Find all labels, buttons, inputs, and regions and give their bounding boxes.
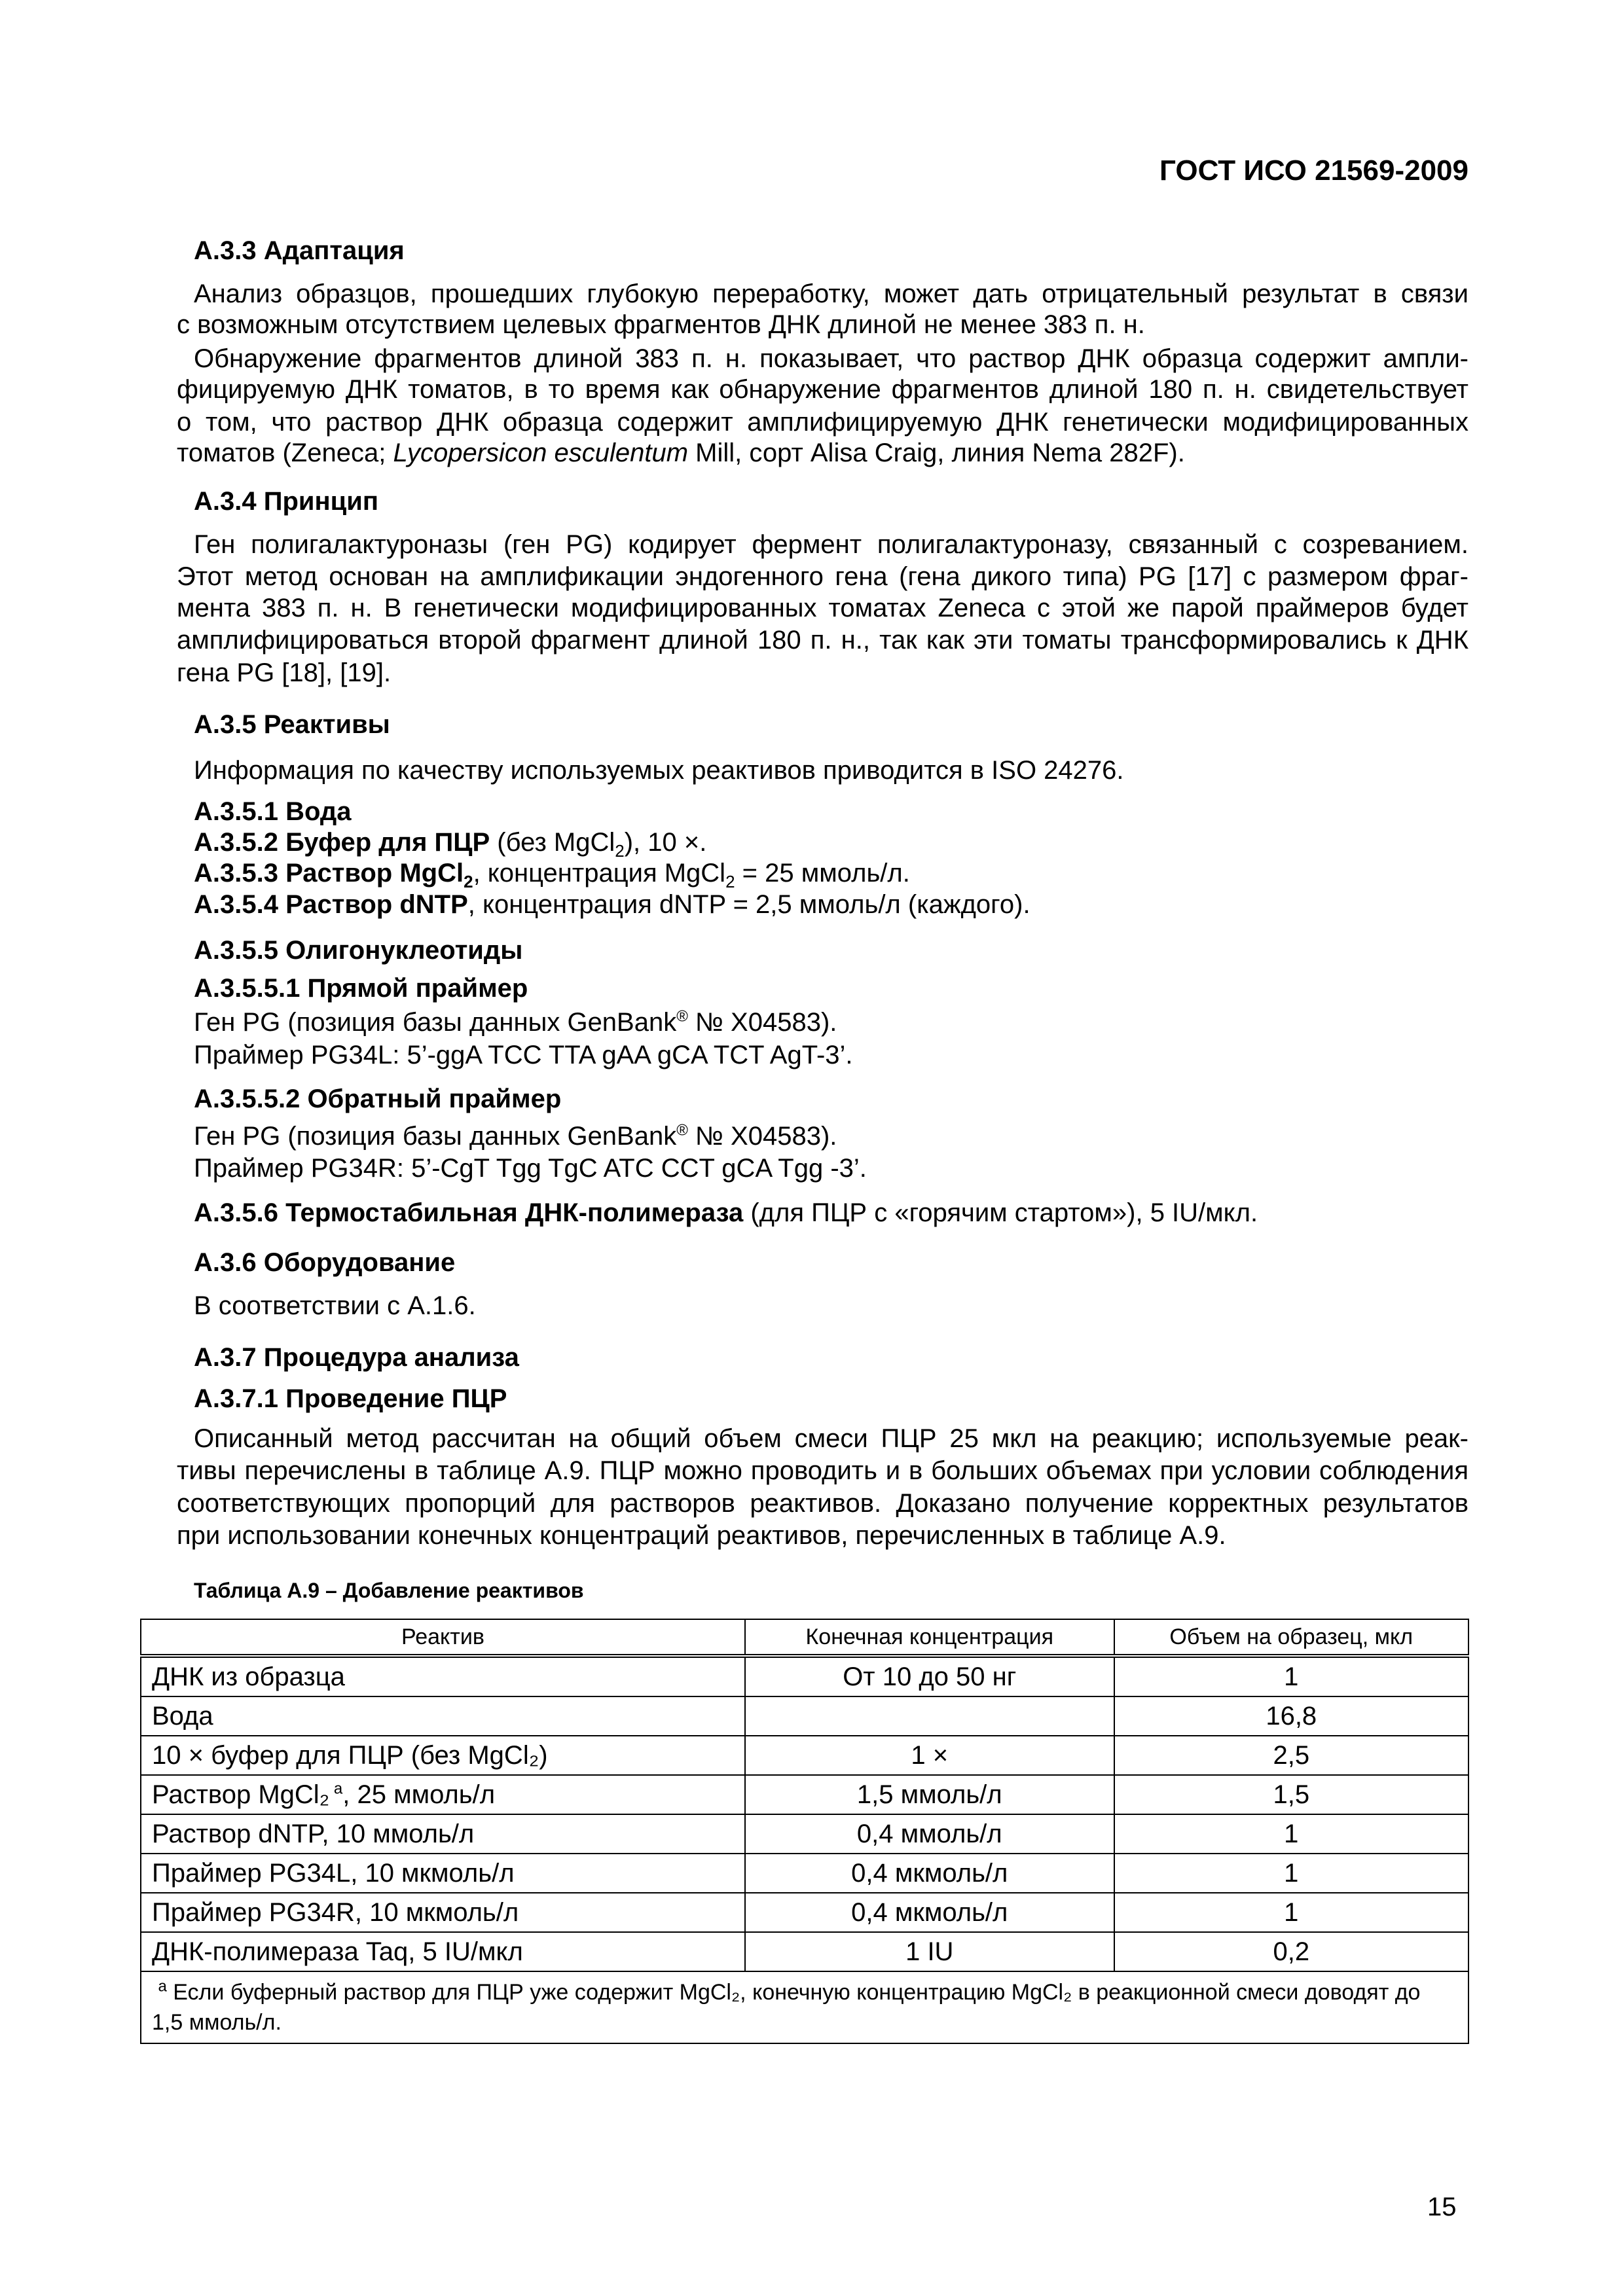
text-run: амплифицироваться второй фрагмент длиной 180 п. н., так как эти томаты трансформировались к ДНК (177, 626, 1468, 655)
text-run: Lycopersicon esculentum (393, 439, 689, 467)
cell-volume: 1,5 (1114, 1775, 1468, 1814)
text-run: Информация по качеству используемых реактивов приводится в ISO 24276. (194, 756, 1124, 785)
text-run: Обнаружение фрагментов длиной 383 п. н. показывает, что раствор ДНК образца содержит ампли- (194, 344, 1468, 373)
text-run: Mill, сорт Alisa Craig, линия Nema 282F). (688, 439, 1185, 467)
section-heading (194, 888, 1468, 921)
text-line (177, 437, 1468, 469)
cell-reagent (141, 1932, 745, 1971)
table-row (141, 1775, 1468, 1814)
cell-concentration: 0,4 мкмоль/л (745, 1893, 1114, 1932)
cell-volume: 1 (1114, 1854, 1468, 1893)
text-line (177, 308, 1468, 341)
reagent-name: ДНК из образца (152, 1662, 345, 1691)
section-heading (194, 934, 1468, 967)
text-run: № X04583). (687, 1122, 837, 1151)
text-run: А.3.3 Адаптация (194, 236, 405, 265)
text-run: мента 383 п. н. В генетически модифицированных томатах Zeneca с этой же парой праймеров будет (177, 594, 1468, 622)
section-heading (194, 1083, 1468, 1115)
text-line (194, 1289, 1468, 1322)
text-run: Анализ образцов, прошедших глубокую переработку, может дать отрицательный результат в связи (194, 279, 1468, 308)
table-footnote (141, 1971, 1468, 2043)
cell-reagent (141, 1893, 745, 1932)
text-run: В соответствии с А.1.6. (194, 1291, 476, 1320)
reagent-name: Раствор dNTP, 10 ммоль/л (152, 1819, 475, 1848)
text-run: , концентрация MgCl (473, 859, 726, 888)
text-run: с возможным отсутствием целевых фрагментов ДНК длиной не менее 383 п. н. (177, 310, 1145, 339)
cell-volume: 1 (1114, 1656, 1468, 1696)
text-run: гена PG [18], [19]. (177, 658, 392, 687)
text-run: Ген PG (позиция базы данных GenBank (194, 1008, 677, 1037)
text-run: 2 (464, 872, 473, 891)
table-row (141, 1656, 1468, 1696)
cell-concentration: 1 IU (745, 1932, 1114, 1971)
text-run: Этот метод основан на амплификации эндогенного гена (гена дикого типа) PG [17] с размером фраг- (177, 562, 1468, 591)
table-row (141, 1932, 1468, 1971)
text-line (194, 1039, 1468, 1071)
text-line (194, 1006, 1468, 1039)
reagent-name: 10 × буфер для ПЦР (без MgCl₂) (152, 1740, 548, 1770)
text-run: А.3.5.1 Вода (194, 797, 352, 826)
text-run: А.3.5.5 Олигонуклеотиды (194, 936, 523, 965)
text-run: А.3.5.3 Раствор MgCl (194, 859, 464, 888)
section-heading (194, 972, 1468, 1005)
text-run: 2 (615, 841, 625, 861)
footnote-mark: a (158, 1977, 167, 1996)
footnote-ref: a (333, 1780, 343, 1798)
text-line (177, 624, 1468, 656)
column-header-volume: Объем на образец, мкл (1114, 1619, 1468, 1656)
table-row (141, 1854, 1468, 1893)
section-heading (194, 857, 1468, 889)
text-run: Описанный метод рассчитан на общий объем смеси ПЦР 25 мкл на реакцию; используемые реак- (194, 1424, 1468, 1453)
cell-volume: 1 (1114, 1893, 1468, 1932)
text-line (194, 1120, 1468, 1153)
text-run: А.3.5 Реактивы (194, 710, 390, 739)
section-heading (194, 234, 1468, 267)
table-row (141, 1893, 1468, 1932)
reagent-name: Праймер PG34L, 10 мкмоль/л (152, 1858, 515, 1888)
text-line (194, 1152, 1468, 1185)
text-line (177, 1519, 1468, 1552)
cell-reagent (141, 1854, 745, 1893)
section-heading (194, 1246, 1468, 1279)
text-run: А.3.5.2 Буфер для ПЦР (194, 828, 490, 857)
standard-number: ГОСТ ИСО 21569-2009 (1159, 154, 1468, 187)
cell-volume: 0,2 (1114, 1932, 1468, 1971)
cell-volume: 1 (1114, 1814, 1468, 1854)
section-heading (194, 1382, 1468, 1415)
section-heading (194, 708, 1468, 741)
reagent-name: ДНК-полимераза Taq, 5 IU/мкл (152, 1937, 523, 1966)
text-line (194, 1422, 1468, 1455)
cell-volume: 16,8 (1114, 1696, 1468, 1736)
text-run: о том, что раствор ДНК образца содержит амплифицируемую ДНК генетически модифицированных (177, 408, 1468, 437)
cell-concentration: 0,4 ммоль/л (745, 1814, 1114, 1854)
text-run: = 25 ммоль/л. (735, 859, 910, 888)
cell-concentration: 1 × (745, 1736, 1114, 1775)
text-run: при использовании конечных концентраций реактивов, перечисленных в таблице А.9. (177, 1521, 1226, 1550)
cell-reagent (141, 1814, 745, 1854)
text-run: ), 10 ×. (624, 828, 707, 857)
text-run: А.3.6 Оборудование (194, 1248, 456, 1277)
text-run: Ген PG (позиция базы данных GenBank (194, 1122, 677, 1151)
table-caption: Таблица А.9 – Добавление реактивов (194, 1579, 584, 1602)
section-heading (194, 485, 1468, 518)
column-header-reagent: Реактив (141, 1619, 745, 1656)
reagent-name: Праймер PG34R, 10 мкмоль/л (152, 1897, 519, 1927)
reagents-table (140, 1619, 1469, 2044)
table-row (141, 1736, 1468, 1775)
column-header-concentration: Конечная концентрация (745, 1619, 1114, 1656)
reagent-name: Вода (152, 1701, 213, 1731)
text-line (177, 656, 1468, 689)
text-run: Ген полигалактуроназы (ген PG) кодирует фермент полигалактуроназу, связанный с созреванием. (194, 530, 1468, 559)
text-run: А.3.5.5.1 Прямой праймер (194, 974, 528, 1003)
text-run: ® (676, 1121, 688, 1139)
text-run: ® (676, 1007, 688, 1026)
cell-concentration: 1,5 ммоль/л (745, 1775, 1114, 1814)
cell-reagent (141, 1736, 745, 1775)
text-run: А.3.5.4 Раствор dNTP (194, 890, 468, 919)
text-line (177, 406, 1468, 439)
text-line (177, 560, 1468, 593)
cell-concentration: 0,4 мкмоль/л (745, 1854, 1114, 1893)
text-run: , концентрация dNTP = 2,5 ммоль/л (каждого). (467, 890, 1030, 919)
footnote-text: Если буферный раствор для ПЦР уже содержит MgCl₂, конечную концентрацию MgCl₂ в реакционной смеси доводят до 1,5 ммоль/л. (152, 1980, 1421, 2035)
text-line (194, 754, 1468, 787)
text-run: томатов (Zeneca; (177, 439, 393, 467)
text-run: А.3.7.1 Проведение ПЦР (194, 1384, 507, 1413)
text-line (194, 528, 1468, 561)
text-line (194, 342, 1468, 375)
text-run: (для ПЦР с «горячим стартом»), 5 IU/мкл. (743, 1198, 1258, 1227)
text-run: Праймер PG34R: 5’-CgT Tgg TgC ATC CCT gCA Tgg -3’. (194, 1154, 867, 1183)
text-run: Праймер PG34L: 5’-ggA TCC TTA gAA gCA TCT AgT-3’. (194, 1041, 853, 1069)
text-run: А.3.7 Процедура анализа (194, 1343, 519, 1372)
text-line (177, 1454, 1468, 1487)
cell-volume: 2,5 (1114, 1736, 1468, 1775)
text-line (177, 373, 1468, 406)
text-run: тивы перечислены в таблице А.9. ПЦР можно проводить и в больших объемах при условии соблюдения (177, 1456, 1468, 1485)
cell-concentration: От 10 до 50 нг (745, 1656, 1114, 1696)
text-run: А.3.4 Принцип (194, 487, 378, 516)
text-line (177, 592, 1468, 624)
text-run: 2 (725, 872, 735, 891)
table-row (141, 1696, 1468, 1736)
cell-concentration (745, 1696, 1114, 1736)
text-run: (без MgCl (490, 828, 615, 857)
cell-reagent (141, 1775, 745, 1814)
reagent-suffix: , 25 ммоль/л (342, 1780, 496, 1809)
cell-reagent (141, 1656, 745, 1696)
text-run: А.3.5.6 Термостабильная ДНК-полимераза (194, 1198, 744, 1227)
table-header-row (141, 1619, 1468, 1656)
text-run: № X04583). (687, 1008, 837, 1037)
section-heading (194, 1341, 1468, 1374)
table-row (141, 1814, 1468, 1854)
cell-reagent (141, 1696, 745, 1736)
text-line (194, 278, 1468, 310)
section-heading (194, 826, 1468, 859)
page-number: 15 (1427, 2193, 1457, 2221)
text-run: соответствующих пропорций для растворов реактивов. Доказано получение корректных результатов (177, 1489, 1468, 1518)
section-heading (194, 795, 1468, 828)
section-heading (194, 1196, 1468, 1229)
text-run: А.3.5.5.2 Обратный праймер (194, 1085, 562, 1113)
reagent-name: Раствор MgCl₂ (152, 1780, 330, 1809)
text-line (177, 1487, 1468, 1520)
text-run: фицируемую ДНК томатов, в то время как обнаружение фрагментов длиной 180 п. н. свидетельствует (177, 375, 1468, 404)
table-footnote-row (141, 1971, 1468, 2043)
